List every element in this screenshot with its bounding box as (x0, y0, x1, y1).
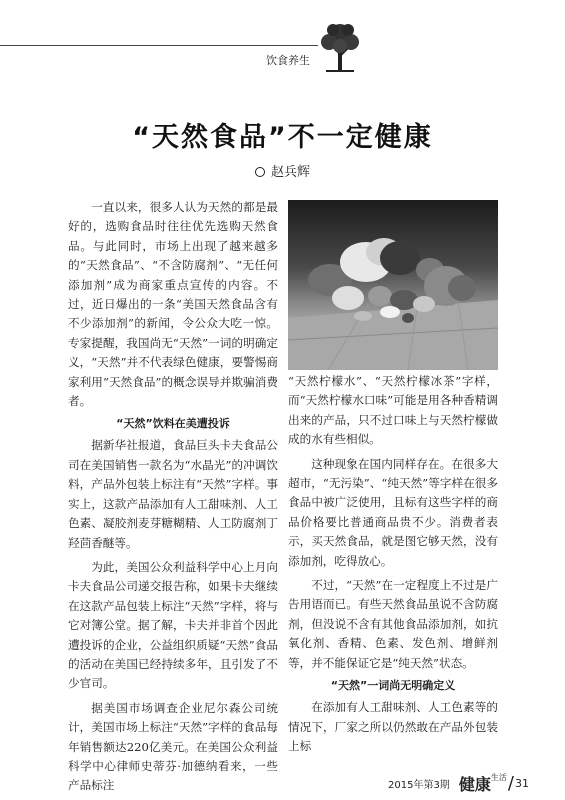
section-label: 饮食养生 (266, 54, 310, 67)
body-paragraph: 据美国市场调查企业尼尔森公司统计，美国市场上标注“天然”字样的食品每年销售额达220亿美元。在美国公众利益科学中心律师史蒂芬·加德纳看来，一些产品标注 (68, 700, 278, 793)
vegetables-photo (288, 200, 498, 370)
issue-label: 2015年第3期 (388, 780, 450, 791)
body-paragraph: 据新华社报道，食品巨头卡夫食品公司在美国销售一款名为“水晶光”的冲调饮料，产品外包装上标注有“天然”字样。事实上，这款产品添加有人工甜味剂、人工色素、凝胶剂麦芽糖糊精、人工防腐剂丁羟茴香醚等。 (68, 438, 278, 550)
subheading-2: “天然”一词尚无明确定义 (330, 679, 456, 693)
body-paragraph: 这种现象在国内同样存在。在很多大超市，“无污染”、“纯天然”等字样在很多食品中被广泛使用，且标有这些字样的商品价格要比普通商品贵不少。消费者表示，买天然食品，就是图它够天然，没有添加剂，吃得放心。 (288, 456, 498, 568)
author-name: 赵兵辉 (270, 165, 310, 180)
header-rule (0, 45, 318, 46)
continued-paragraph: “天然柠檬水”、“天然柠檬冰茶”字样，而“天然柠檬水口味”可能是用各种香精调出来的产品，只不过口味上与天然柠檬做成的水有些相似。 (288, 374, 498, 447)
page-footer (388, 772, 529, 795)
body-paragraph: 不过，“天然”在一定程度上不过是广告用语而已。有些天然食品虽说不含防腐剂，但没说不含有其他食品添加剂，如抗氧化剂、香精、色素、发色剂、增鲜剂等，并不能保证它是“纯天然”状态。 (288, 578, 498, 670)
subheading-1: “天然”饮料在美遭投诉 (116, 417, 230, 431)
circle-marker-icon (255, 167, 265, 177)
right-column (288, 372, 498, 756)
body-paragraph: 为此，美国公众利益科学中心上月向卡夫食品公司递交报告称，如果卡夫继续在这款产品包装上标注“天然”字样，将与它对簿公堂。据了解，卡夫并非首个因此遭投诉的企业，公益组织质疑“天然”食品的活动在美国已经持续多年，且引发了不少官司。 (68, 559, 278, 691)
page-number: 31 (515, 777, 529, 790)
magazine-brand: 健康 (458, 775, 491, 794)
body-paragraph: 在添加有人工甜味剂、人工色素等的情况下，厂家之所以仍然敢在产品外包装上标 (288, 700, 498, 753)
magazine-brand-sub: 生活 (490, 773, 507, 782)
intro-paragraph: 一直以来，很多人认为天然的都是最好的，选购食品时往往优先选购天然食品。与此同时，市场上出现了越来越多的“天然食品”、“不含防腐剂”、“无任何添加剂”成为商家重点宣传的内容。不过，近日爆出的一条“美国天然食品含有不少添加剂”的新闻，令公众大吃一惊。专家提醒，我国尚无“天然”一词的明确定义，“天然”并不代表绿色健康，要警惕商家利用“天然食品”的概念误导并欺骗消费者。 (68, 200, 278, 409)
article-title: “天然食品”不一定健康 (132, 122, 433, 153)
tree-icon (318, 20, 362, 74)
footer-slash: / (507, 773, 514, 794)
left-column (68, 198, 278, 796)
byline (0, 161, 565, 180)
